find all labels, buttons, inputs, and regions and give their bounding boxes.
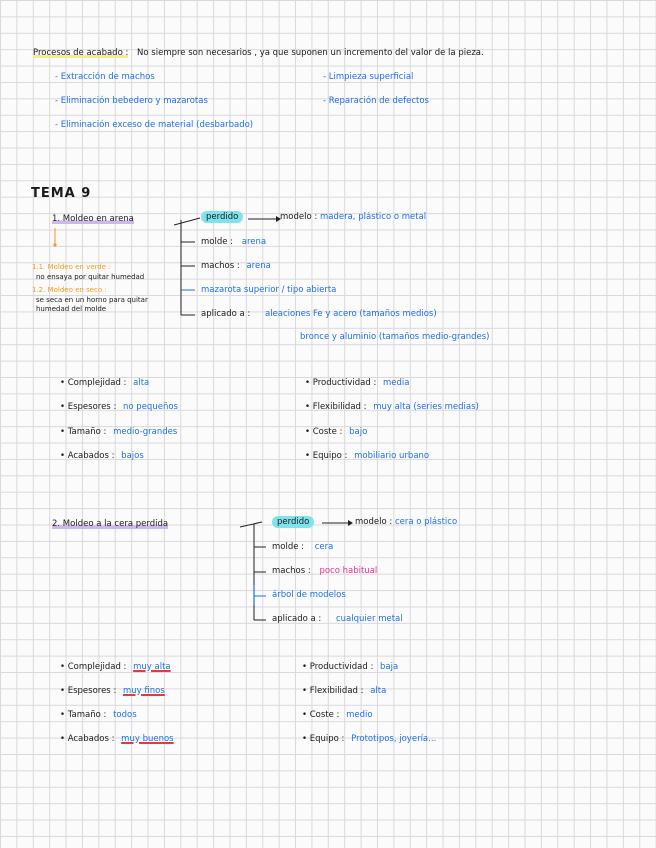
section1-title: 1. Moldeo en arena: [52, 214, 134, 224]
section1-sub-a-text: no ensaya por quitar humedad: [36, 273, 145, 281]
section2-branch-2: molde : cera: [272, 542, 334, 552]
tema-heading: TEMA 9: [31, 186, 92, 201]
section1-branch-4: mazarota superior / tipo abierta: [201, 285, 337, 295]
s1-prop-left-4: • Acabados : bajos: [60, 451, 144, 461]
perdido-pill-2: perdido: [272, 516, 314, 528]
intro-text: No siempre son necesarios , ya que suponen un incremento del valor de la pieza.: [137, 48, 484, 58]
intro-line: [33, 48, 484, 59]
section1-branch-1: perdido modelo : madera, plástico o metal: [201, 212, 426, 223]
s2-prop-left-3: • Tamaño : todos: [60, 710, 137, 720]
s1-prop-right-2: • Flexibilidad : muy alta (series medias): [305, 402, 479, 412]
section1-branch-2: molde : arena: [201, 237, 267, 247]
intro-left-item-1: - Extracción de machos: [55, 72, 155, 82]
section1-branch-5: aplicado a : aleaciones Fe y acero (tamaños medios): [201, 309, 437, 319]
section1-branch-5-cont: bronce y aluminio (tamaños medio-grandes): [300, 332, 490, 342]
s2-prop-right-4: • Equipo : Prototipos, joyería...: [302, 734, 437, 744]
s1-prop-right-3: • Coste : bajo: [305, 427, 368, 437]
section1-sub-b-title: 1.2. Moldeo en seco :: [32, 286, 107, 294]
s1-prop-right-1: • Productividad : media: [305, 378, 410, 388]
intro-left-item-2: - Eliminación bebedero y mazarotas: [55, 96, 208, 106]
intro-left-item-3: - Eliminación exceso de material (desbarbado): [55, 120, 254, 130]
section2-title: 2. Moldeo a la cera perdida: [52, 519, 169, 529]
section2-branch-5: aplicado a : cualquier metal: [272, 614, 403, 624]
intro-right-item-2: - Reparación de defectos: [323, 96, 429, 106]
section1-sub-a-title: 1.1. Moldeo en verde :: [32, 263, 111, 271]
s2-prop-left-2: • Espesores : muy finos: [60, 686, 165, 696]
section1-branch-3: machos : arena: [201, 261, 271, 271]
s2-prop-right-2: • Flexibilidad : alta: [302, 686, 387, 696]
section2-branch-1: perdido modelo : cera o plástico: [272, 517, 457, 528]
s2-prop-right-1: • Productividad : baja: [302, 662, 399, 672]
s1-prop-left-1: • Complejidad : alta: [60, 378, 150, 388]
s2-prop-left-1: • Complejidad : muy alta: [60, 662, 171, 672]
intro-right-item-1: - Limpieza superficial: [323, 72, 414, 82]
perdido-pill: perdido: [201, 211, 243, 223]
s1-prop-left-3: • Tamaño : medio-grandes: [60, 427, 178, 437]
s2-prop-right-3: • Coste : medio: [302, 710, 373, 720]
section2-branch-3: machos : poco habitual: [272, 566, 378, 576]
s1-prop-left-2: • Espesores : no pequeños: [60, 402, 178, 412]
s2-prop-left-4: • Acabados : muy buenos: [60, 734, 174, 744]
intro-heading: Procesos de acabado :: [33, 48, 129, 58]
section2-branch-4: árbol de modelos: [272, 590, 346, 600]
section1-sub-b-text: se seca en un horno para quitar humedad del molde: [36, 296, 148, 313]
s1-prop-right-4: • Equipo : mobiliario urbano: [305, 451, 430, 461]
